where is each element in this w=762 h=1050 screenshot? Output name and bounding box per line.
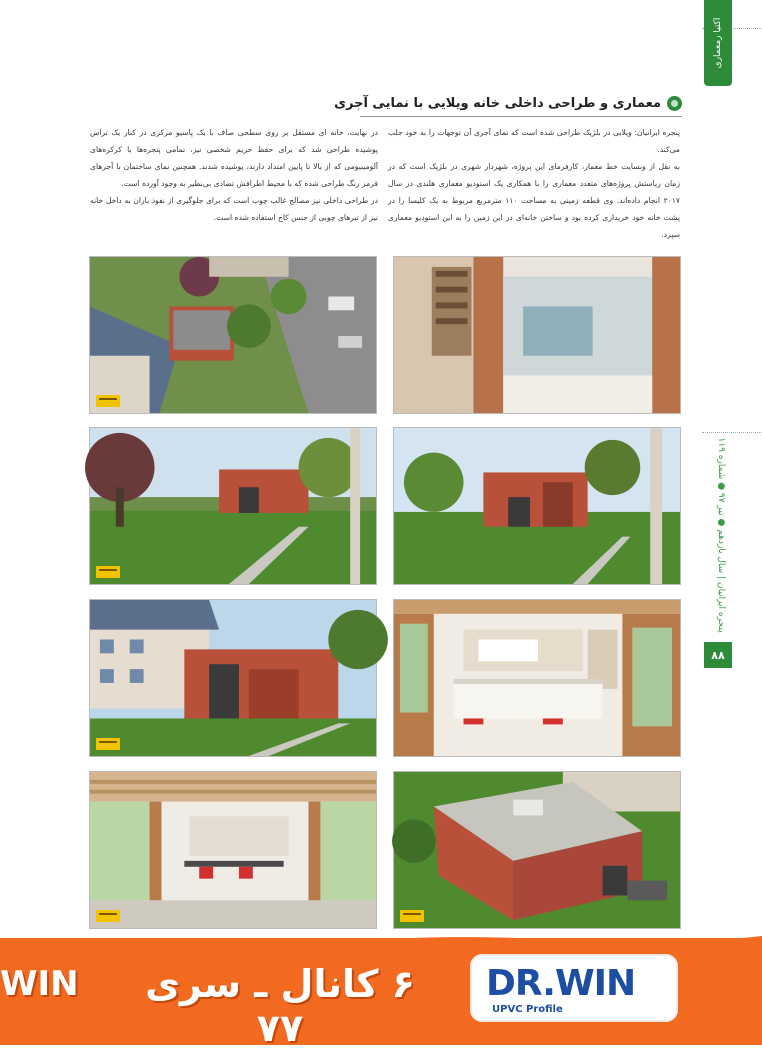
article-title: معماری و طراحی داخلی خانه ویلایی با نمایی آجری: [334, 95, 661, 111]
dining-room-image: [90, 772, 376, 928]
house-roof-aerial-image: [394, 772, 680, 928]
article-paragraph: در نهایت، خانه ای مستقل بر روی سطحی صاف با یک پاسیو مرکزی در کنار یک تراس پوشیده طراحی شد که برای حفظ حریم شخصی نیز، تمامی پنجره‌ها با کرکره‌های آلومینیومی که از بالا تا پایین امتداد دارند، پوشیده شدند. همچنین نمای ساختمان با آجرهای قرمز رنگ طراحی شده که با محیط اطرافش تضادی بی‌نظیر به وجود آورده است.: [90, 128, 378, 188]
watermark-badge: [96, 910, 120, 922]
brand-logo-text: DR.WIN: [486, 963, 636, 1004]
issue-meta-text: پنجره ایرانیان | سال یازدهم ● تیر ۹۷ ● شماره ۱۱۹: [716, 437, 726, 633]
photo-interior-patio: [393, 256, 681, 414]
house-garden-image: [90, 428, 376, 584]
photo-facade-close: [89, 599, 377, 757]
section-tab-label: اکتیا رمعماری: [713, 17, 723, 69]
house-facade-image: [90, 600, 376, 756]
page-number: ۸۸: [704, 642, 732, 668]
house-aerial-image: [90, 257, 376, 413]
photo-garden-side: [89, 427, 377, 585]
article-column-left: [90, 124, 378, 226]
brand-logo-subtitle: UPVC Profile: [492, 1004, 563, 1015]
photo-roof-aerial: [393, 771, 681, 929]
brand-logo: [470, 954, 678, 1022]
photo-garden-front: [393, 427, 681, 585]
article-paragraph: به نقل از وبسایت خط معمار، کارفرمای این پروژه، شهردار شهری در بلژیک است که در زمان ریاستش پروژه‌های متعدد معماری را با همکاری یک استودیو معماری هلندی در سال ۲۰۱۷ انجام داده‌اند. وی قطعه زمینی به مساحت ۱۱۰ مترمربع مربوط به یک کلیسا را در پشت خانه خود خریداری کرده بود و ساختن خانه‌ای در این زمین را به این استودیو معماری سپرد.: [388, 162, 680, 239]
photo-aerial-street: [89, 256, 377, 414]
article-title-row: [330, 92, 682, 114]
watermark-badge: [400, 910, 424, 922]
bullet-icon: [667, 96, 682, 111]
issue-meta: [710, 430, 732, 640]
watermark-badge: [96, 566, 120, 578]
interior-patio-image: [394, 257, 680, 413]
section-tab: [704, 0, 732, 86]
house-garden-image: [394, 428, 680, 584]
article-paragraph: در طراحی داخلی نیز مصالح غالب چوب است که برای جلوگیری از نفوذ باران به داخل خانه نیز از تیرهای چوبی از جنس کاج استفاده شده است.: [90, 196, 378, 222]
photo-kitchen: [393, 599, 681, 757]
ad-logo-partial: WIN: [0, 964, 79, 1004]
title-underline: [360, 116, 682, 117]
kitchen-image: [394, 600, 680, 756]
watermark-badge: [96, 395, 120, 407]
ad-headline: ۶ کانال ـ سری ۷۷: [145, 962, 415, 1050]
watermark-badge: [96, 738, 120, 750]
article-column-right: [388, 124, 680, 243]
photo-dining: [89, 771, 377, 929]
article-paragraph: پنجره ایرانیان: ویلایی در بلژیک طراحی شده است که نمای آجری آن توجهات را به خود جلب می‌کند.: [388, 128, 680, 154]
